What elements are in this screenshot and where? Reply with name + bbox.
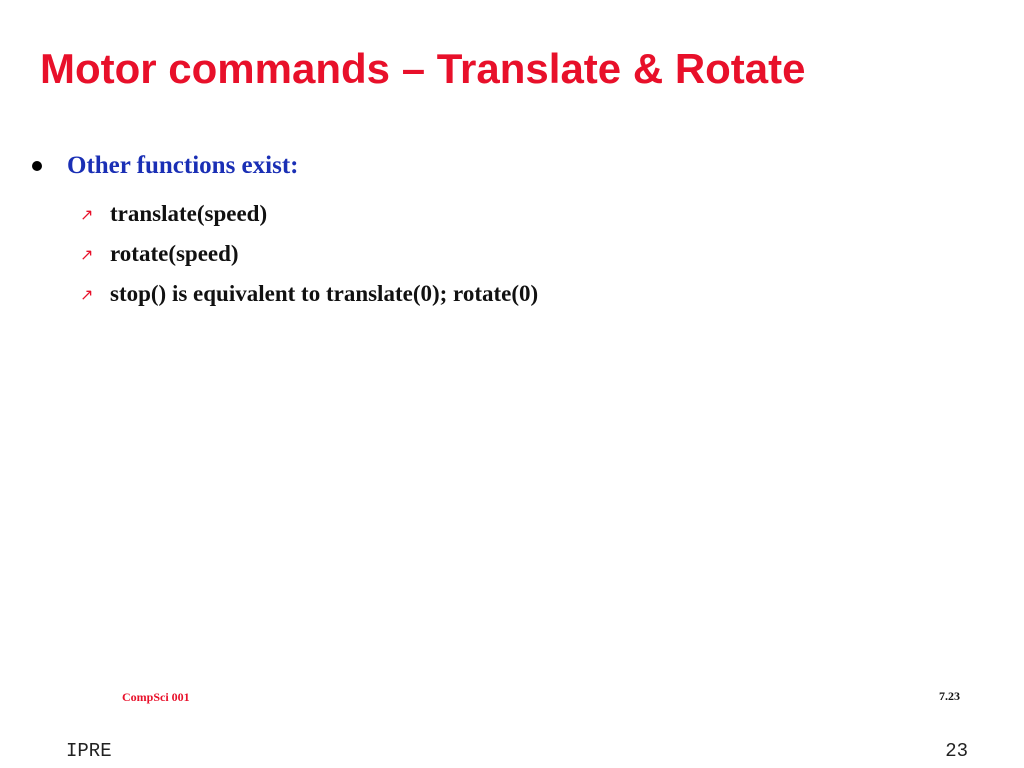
northeast-arrow-icon: ↗ xyxy=(80,204,94,224)
viewer-page-number: 23 xyxy=(945,740,968,762)
sub-bullet-text: translate(speed) xyxy=(110,201,268,226)
northeast-arrow-icon: ↗ xyxy=(80,284,94,304)
sub-bullet-item xyxy=(80,194,538,234)
slide-title: Motor commands – Translate & Rotate xyxy=(40,45,806,92)
sub-bullet-item xyxy=(80,234,538,274)
main-bullet xyxy=(32,152,298,180)
northeast-arrow-icon: ↗ xyxy=(80,244,94,264)
footer-slide-number: 7.23 xyxy=(939,689,960,703)
sub-bullet-list xyxy=(80,194,538,314)
sub-bullet-item xyxy=(80,274,538,314)
footer-course-label: CompSci 001 xyxy=(122,690,190,704)
sub-bullet-text: rotate(speed) xyxy=(110,241,239,266)
viewer-left-label: IPRE xyxy=(66,740,112,762)
bullet-dot-icon xyxy=(32,161,42,171)
main-bullet-text: Other functions exist: xyxy=(67,152,299,179)
sub-bullet-text: stop() is equivalent to translate(0); rotate(0) xyxy=(110,281,539,306)
